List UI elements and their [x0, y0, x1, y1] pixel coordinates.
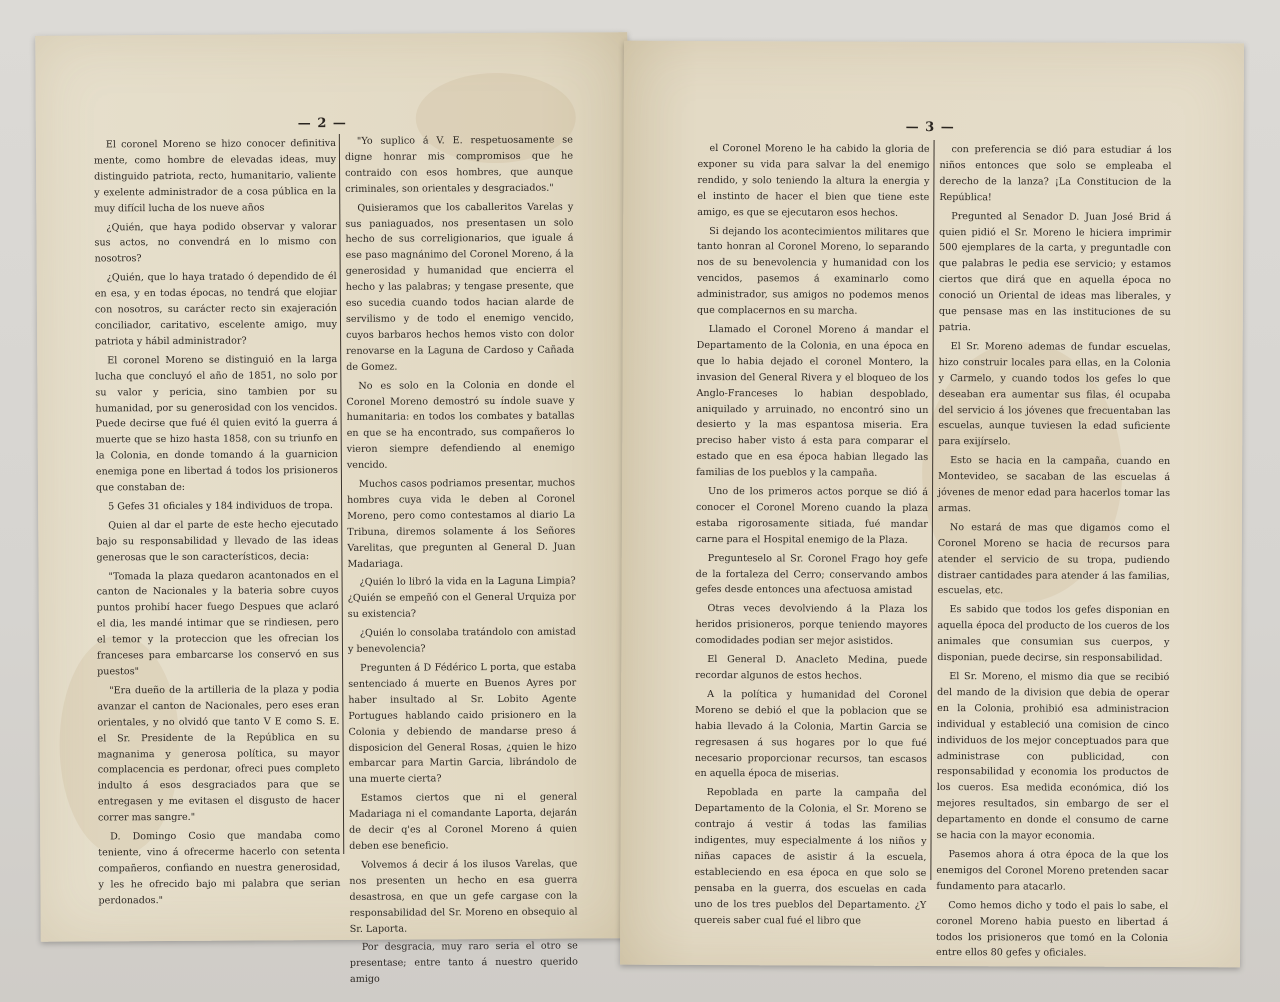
paragraph: Pasemos ahora á otra época de la que los enemigos del Coronel Moreno pretenden sacar fundamento para atacarlo. — [936, 849, 1169, 893]
paragraph: "Yo suplico á V. E. respetuosamente se digne honrar mis compromisos que he contraido con esos hombres, que aunque criminales, son orientales y desgraciados." — [344, 134, 574, 195]
text-column-right-2 — [936, 142, 1172, 965]
paragraph: Es sabido que todos los gefes disponian en aquella época del producto de los cueros de los animales que consumian sus cuerpos, y disponian, puede decirse, sin responsabilidad. — [937, 604, 1170, 665]
paragraph: ¿Quién, que haya podido observar y valorar sus actos, no convendrá en lo mismo con nosotros? — [94, 220, 337, 265]
paragraph: A la política y humanidad del Coronel Moreno se debió el que la poblacion que se habia llevado á la Colonia, Martin Garcia se regresasen á sus hogares por lo que fué necesario proporcionar recursos, tan escasos en aquella época de miserias. — [694, 688, 928, 781]
column-rule — [339, 134, 344, 854]
paragraph: Como hemos dicho y todo el pais lo sabe, el coronel Moreno habia puesto en libertad á todos los prisioneros que tomó en la Colonia entre ellos 80 gefes y oficiales. — [936, 899, 1169, 960]
paragraph: Por desgracia, muy raro seria el otro se presentase; entre tanto á nuestro querido amigo — [349, 940, 578, 986]
paragraph: D. Domingo Cosio que mandaba como teniente, vino á ofrecerme hacerlo con setenta compañeros, confiando en nuestra generosidad, y les he ofrecido bajo mi palabra que serian perdonados." — [98, 830, 341, 907]
paragraph: con preferencia se dió para estudiar á los niños entonces que solo se empleaba el derecho de la lanza? ¡La Constitucion de la República! — [939, 144, 1172, 203]
paragraph: Repoblada en parte la campaña del Departamento de la Colonia, el Sr. Moreno se contrajo á vestir á todas las familias indigentes, muy especialmente á los niños y niñas capaces de asistir á la escuela, estableciendo en esa época en que solo se pensaba en la guerra, dos escuelas en cada uno de los tres pueblos del Departamento. ¿Y quereis saber cual fué el libro que — [694, 787, 927, 927]
text-column-right-1 — [694, 141, 929, 933]
paragraph: Otras veces devolviendo á la Plaza los heridos prisioneros, porque teniendo mayores comodidades podian ser mejor asistidos. — [695, 603, 928, 648]
paragraph: Pregunteselo al Sr. Coronel Frago hoy gefe de la fortaleza del Cerro; conservando ambos gefes desde entonces una afectuosa amistad — [695, 552, 928, 597]
text-column-left-1 — [94, 136, 341, 912]
paragraph: El coronel Moreno se hizo conocer definitiva mente, como hombre de elevadas ideas, muy distinguido patriota, recto, humanitario, valiente y exelente administrador de a cosa pública en la muy difícil lucha de los nueve años — [93, 137, 337, 215]
paragraph: el Coronel Moreno le ha cabido la gloria de exponer su vida para salvar la del enemigo rendido, y solo teniendo la altura la energia y el instinto de hacer el bien que tiene este amigo, es que se ejecutaron esos hechos. — [697, 143, 930, 219]
paragraph: ¿Quién lo libró la vida en la Laguna Limpia? ¿Quién se empeñó con el General Urquiza por su existencia? — [347, 575, 576, 621]
right-page — [620, 41, 1244, 968]
paragraph: Pregunted al Senador D. Juan José Brid á quien pidió el Sr. Moreno le hiciera imprimir 500 ejemplares de la carta, y preguntadle con que palabras le pedia ese servicio; y estamos ciertos que dirá que en aquella época no conoció un Oriental de ideas mas liberales, y que pensase mas en las instituciones de su patria. — [938, 210, 1172, 334]
paragraph: El Sr. Moreno ademas de fundar escuelas, hizo construir locales para ellas, en la Colonia y Carmelo, y cuando todos los gefes lo que deseaban era aumentar sus filas, él ocupaba del servicio á los jóvenes que frecuentaban las escuelas, aunque tuviesen la edad suficiente para exijírselo. — [938, 340, 1171, 448]
paragraph: Uno de los primeros actos porque se dió á conocer el Coronel Moreno cuando la plaza estaba rigorosamente sitiada, fué mandar carne para el Hospital enemigo de la Plaza. — [695, 486, 929, 546]
page-number: — 3 — — [905, 119, 955, 136]
paragraph: ¿Quién lo consolaba tratándolo con amistad y benevolencia? — [347, 626, 576, 656]
paragraph: ¿Quién, que lo haya tratado ó dependido de él en esa, y en todas épocas, no tendrá que elojiar con nosotros, su carácter recto sin exajeración conciliador, caritativo, escelente amigo, muy patriota y hábil administrador? — [94, 271, 338, 348]
paragraph: Llamado el Coronel Moreno á mandar el Departamento de la Colonia, en una época en que lo habia dejado el coronel Montero, la invasion del General Rivera y el bloqueo de los Anglo-Franceses lo habian despoblado, aniquilado y arruinado, no encontró sino un desierto y la mas espantosa miseria. Era preciso haber visto á esta para comparar el estado que en esa época habian llegado las familias de los pueblos y la campaña. — [696, 323, 929, 479]
paragraph: Estamos ciertos que ni el general Madariaga ni el comandante Laporta, dejarán de decir q'es al Coronel Moreno á quien deben ese beneficio. — [348, 791, 578, 852]
paragraph: Esto se hacia en la campaña, cuando en Montevideo, se sacaban de las escuelas á jóvenes de menor edad para hacerlos tomar las armas. — [937, 455, 1171, 515]
paragraph: El Sr. Moreno, el mismo dia que se recibió del mando de la division que debia de operar en la Colonia, prohibió esa administracion individual y estableció una comision de cinco individuos de los mejor conceptuados para que administrase con publicidad, con responsabilidad y economia los productos de los cueros. Esa medida económica, dió los mejores resultados, sin embargo de ser el departamento en donde el consumo de carne se hacia con la mayor economia. — [936, 671, 1170, 842]
paragraph: Si dejando los acontecimientos militares que tanto honran al Coronel Moreno, lo separando nos de su benevolencia y humanidad con los vencidos, pasemos á examinarlo como administrador, sus amigos no podemos menos que complacernos en su marcha. — [696, 225, 930, 317]
paragraph: Volvemos á decir á los ilusos Varelas, que nos presenten un hecho en esa guerra desastrosa, en que un gefe cargase con la responsabilidad del Sr. Moreno en obsequio al Sr. Laporta. — [349, 858, 578, 935]
paragraph: "Tomada la plaza quedaron acantonados en el canton de Nacionales y la bateria sobre cuyos puntos prohibí hacer fuego Despues que aclaró el dia, les mandé intimar que se rindiesen, pero el temor y la proteccion que les ofrecian los franceses para embarcarse los conservó en sus puestos" — [96, 569, 340, 678]
paragraph: No es solo en la Colonia en donde el Coronel Moreno demostró su índole suave y humanitaria: en todos los combates y batallas en que se ha encontrado, sus compañeros lo vieron siempre defendiendo al enemigo vencido. — [346, 379, 575, 472]
left-page — [35, 32, 633, 986]
paragraph: No estará de mas que digamos como el Coronel Moreno se hacia de recursos para atender el servicio de su tropa, pudiendo distraer cantidades para atender á las familias, escuelas, etc. — [937, 521, 1170, 597]
paragraph: Quisieramos que los caballeritos Varelas y sus paniaguados, nos presentasen un solo hecho de sus correligionarios, que iguale á ese paso magnánimo del Coronel Moreno, á la generosidad y humanidad que encierra el hecho y las palabras; y tengase presente, que eso sucedia cuando todos hacian alarde de servilismo y de todo el enemigo vencido, cuyos barbaros hechos hemos visto con dolor renovarse en la Laguna de Cardoso y Cañada de Gomez. — [345, 201, 575, 373]
page-number: — 2 — — [297, 115, 347, 132]
paragraph: Quien al dar el parte de este hecho ejecutado bajo su responsabilidad y llevado de las ideas generosas que le son característicos, decia: — [96, 518, 339, 564]
paragraph: El General D. Anacleto Medina, puede recordar algunos de estos hechos. — [695, 654, 928, 682]
paragraph: El coronel Moreno se distinguió en la larga lucha que concluyó el año de 1851, no solo por su valor y pericia, sino tambien por su humanidad, por su generosidad con los vencidos. Puede decirse que fué él quien evitó la guerra á muerte que se hizo hasta 1858, con su triunfo en la Colonia, en donde tomando á la guarnicion enemiga pone en libertad á todos los prisioneros que constaban de: — [95, 353, 338, 494]
paragraph: "Era dueño de la artilleria de la plaza y podia avanzar el canton de Nacionales, pero eses eran orientales, y no olvidó que tanto V E como S. E. el Sr. Presidente de la República en su magnanima y generosa política, su mayor complacencia es perdonar, ofreci pues completo indulto á esos desgraciados para que se entregasen y me evitasen el disgusto de hacer correr mas sangre." — [97, 683, 340, 824]
paragraph: Muchos casos podriamos presentar, muchos hombres cuya vida le deben al Coronel Moreno, pero como contestamos al diario La Tribuna, diremos solamente á los Señores Varelitas, que pregunten al General D. Juan Madariaga. — [347, 477, 576, 570]
paragraph: 5 Gefes 31 oficiales y 184 individuos de tropa. — [108, 499, 334, 513]
text-column-left-2 — [345, 133, 578, 992]
paragraph: Pregunten á D Fédérico L porta, que estaba sentenciado á muerte en Buenos Ayres por haber insultado al Sr. Lobito Agente Portugues hablando caido prisionero en la Colonia y debiendo de mandarse preso á disposicion del General Rosas, ¿quien le hizo embarcar para Martin Garcia, librándolo de una muerte cierta? — [348, 661, 577, 786]
